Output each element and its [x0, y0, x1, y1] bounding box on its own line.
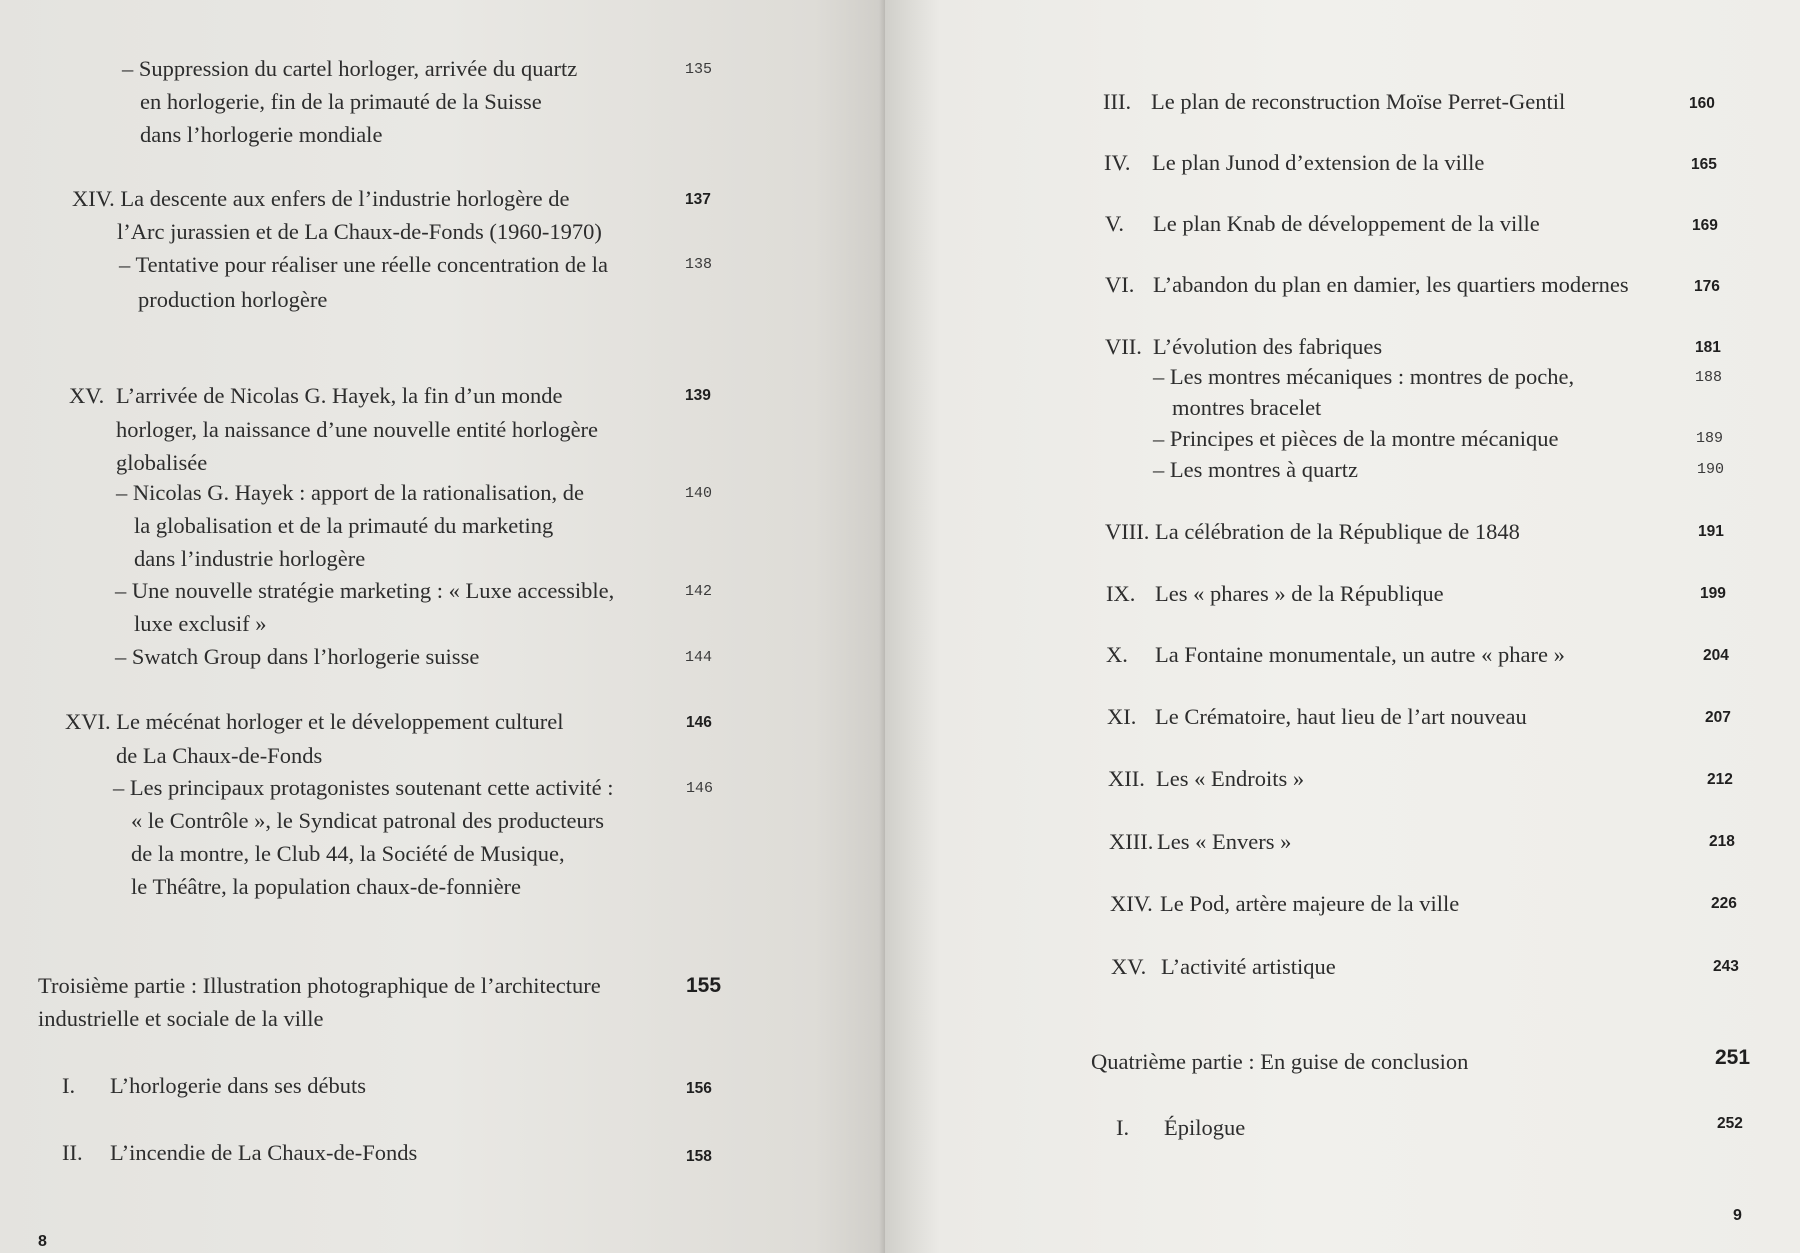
toc-chapter-number: XIV. [1110, 891, 1153, 916]
toc-chapter-title: Les « phares » de la République [1155, 581, 1444, 606]
toc-chapter-number: V. [1105, 211, 1124, 236]
toc-chapter-title: Le plan Junod d’extension de la ville [1152, 150, 1485, 175]
toc-line: – Suppression du cartel horloger, arrivée du quartz [122, 56, 578, 81]
toc-chapter-title: XIV. La descente aux enfers de l’industrie horlogère de [72, 186, 570, 211]
toc-chapter-title: Les « Endroits » [1156, 766, 1305, 791]
toc-chapter-title: Le plan de reconstruction Moïse Perret-Gentil [1151, 89, 1566, 114]
toc-page-number: 190 [1697, 461, 1725, 478]
toc-part-title: Troisième partie : Illustration photographique de l’architecture [38, 973, 601, 998]
toc-chapter-number: XIII. [1109, 829, 1154, 854]
toc-line: luxe exclusif » [134, 611, 267, 636]
toc-chapter-title: L’activité artistique [1161, 954, 1336, 979]
toc-chapter-title: L’incendie de La Chaux-de-Fonds [110, 1140, 418, 1165]
toc-chapter-number: II. [62, 1140, 83, 1165]
toc-page-number: 212 [1707, 771, 1733, 788]
toc-page-number: 142 [685, 583, 713, 600]
toc-chapter-number: X. [1106, 642, 1128, 667]
toc-page-number: 252 [1717, 1115, 1743, 1132]
toc-page-number: 139 [685, 387, 711, 404]
toc-chapter-title: La Fontaine monumentale, un autre « phare » [1155, 642, 1565, 667]
toc-line: – Swatch Group dans l’horlogerie suisse [115, 644, 480, 669]
toc-line: « le Contrôle », le Syndicat patronal des producteurs [131, 808, 605, 833]
toc-line: – Tentative pour réaliser une réelle concentration de la [119, 252, 609, 277]
toc-chapter-title: L’horlogerie dans ses débuts [110, 1073, 366, 1098]
page-folio: 8 [38, 1233, 47, 1250]
toc-line: globalisée [116, 450, 208, 475]
toc-line: horloger, la naissance d’une nouvelle entité horlogère [116, 417, 599, 442]
toc-chapter-title: Le Pod, artère majeure de la ville [1160, 891, 1460, 916]
toc-page-number: 138 [685, 256, 713, 273]
toc-line: production horlogère [138, 287, 328, 312]
toc-page-number: 160 [1689, 95, 1715, 112]
toc-page-number: 243 [1713, 958, 1739, 975]
toc-line: – Les montres à quartz [1153, 457, 1358, 482]
toc-chapter-number: VI. [1105, 272, 1135, 297]
toc-line: dans l’industrie horlogère [134, 546, 366, 571]
toc-page-number: 144 [685, 649, 713, 666]
toc-page-number: 155 [686, 974, 722, 997]
toc-chapter-number: XII. [1108, 766, 1145, 791]
toc-chapter-number: III. [1103, 89, 1132, 114]
toc-page-number: 156 [686, 1080, 712, 1097]
toc-chapter-title: La célébration de la République de 1848 [1155, 519, 1520, 544]
toc-chapter-number: IV. [1104, 150, 1131, 175]
toc-line: montres bracelet [1172, 395, 1322, 420]
toc-page-number: 204 [1703, 647, 1729, 664]
toc-chapter-number: XV. [1111, 954, 1147, 979]
toc-chapter-title: Les « Envers » [1157, 829, 1292, 854]
toc-line: de la montre, le Club 44, la Société de Musique, [131, 841, 565, 866]
toc-page-number: 169 [1692, 217, 1718, 234]
toc-line: – Principes et pièces de la montre mécanique [1153, 426, 1559, 451]
toc-chapter-number: VIII. [1105, 519, 1150, 544]
toc-page-number: 251 [1715, 1046, 1751, 1069]
toc-line: de La Chaux-de-Fonds [116, 743, 323, 768]
toc-page-number: 199 [1700, 585, 1726, 602]
toc-page-number: 176 [1694, 278, 1720, 295]
toc-page-number: 140 [685, 485, 713, 502]
toc-page-number: 189 [1696, 430, 1724, 447]
toc-line: le Théâtre, la population chaux-de-fonnière [131, 874, 522, 899]
toc-line: – Nicolas G. Hayek : apport de la rationalisation, de [116, 480, 584, 505]
toc-chapter-title: Le Crématoire, haut lieu de l’art nouveau [1155, 704, 1527, 729]
toc-chapter-number: XI. [1107, 704, 1137, 729]
toc-line: – Une nouvelle stratégie marketing : « Luxe accessible, [115, 578, 615, 603]
toc-line: en horlogerie, fin de la primauté de la Suisse [140, 89, 542, 114]
toc-page-number: 191 [1698, 523, 1724, 540]
toc-part-title: Quatrième partie : En guise de conclusion [1091, 1049, 1469, 1074]
toc-chapter-number: I. [1116, 1115, 1130, 1140]
toc-line: l’Arc jurassien et de La Chaux-de-Fonds (1960-1970) [117, 219, 602, 244]
toc-chapter-title: L’abandon du plan en damier, les quartiers modernes [1153, 272, 1629, 297]
toc-page-number: 158 [686, 1148, 712, 1165]
toc-line: – Les principaux protagonistes soutenant cette activité : [113, 775, 614, 800]
toc-line: dans l’horlogerie mondiale [140, 122, 383, 147]
toc-page-number: 181 [1695, 339, 1721, 356]
toc-page-number: 207 [1705, 709, 1731, 726]
toc-chapter-number: I. [62, 1073, 76, 1098]
toc-line: la globalisation et de la primauté du marketing [134, 513, 554, 538]
toc-chapter-number: IX. [1106, 581, 1136, 606]
toc-chapter-title: Épilogue [1164, 1115, 1246, 1140]
toc-page-number: 218 [1709, 833, 1735, 850]
left-page [0, 0, 885, 1253]
toc-page-number: 135 [685, 61, 713, 78]
toc-chapter-title: XVI. Le mécénat horloger et le développement culturel [65, 709, 564, 734]
toc-page-number: 188 [1695, 369, 1723, 386]
toc-chapter-number: XV. [69, 383, 105, 408]
toc-chapter-title: Le plan Knab de développement de la ville [1153, 211, 1540, 236]
toc-page-number: 165 [1691, 156, 1717, 173]
toc-chapter-number: VII. [1105, 334, 1142, 359]
right-page [885, 0, 1800, 1253]
toc-page-number: 137 [685, 191, 711, 208]
toc-line: industrielle et sociale de la ville [38, 1006, 324, 1031]
toc-chapter-title: L’évolution des fabriques [1153, 334, 1383, 359]
toc-page-number: 146 [686, 714, 712, 731]
toc-chapter-title: L’arrivée de Nicolas G. Hayek, la fin d’un monde [116, 383, 563, 408]
toc-page-number: 226 [1711, 895, 1737, 912]
toc-line: – Les montres mécaniques : montres de poche, [1153, 364, 1575, 389]
page-folio: 9 [1733, 1207, 1742, 1224]
toc-page-number: 146 [686, 780, 714, 797]
